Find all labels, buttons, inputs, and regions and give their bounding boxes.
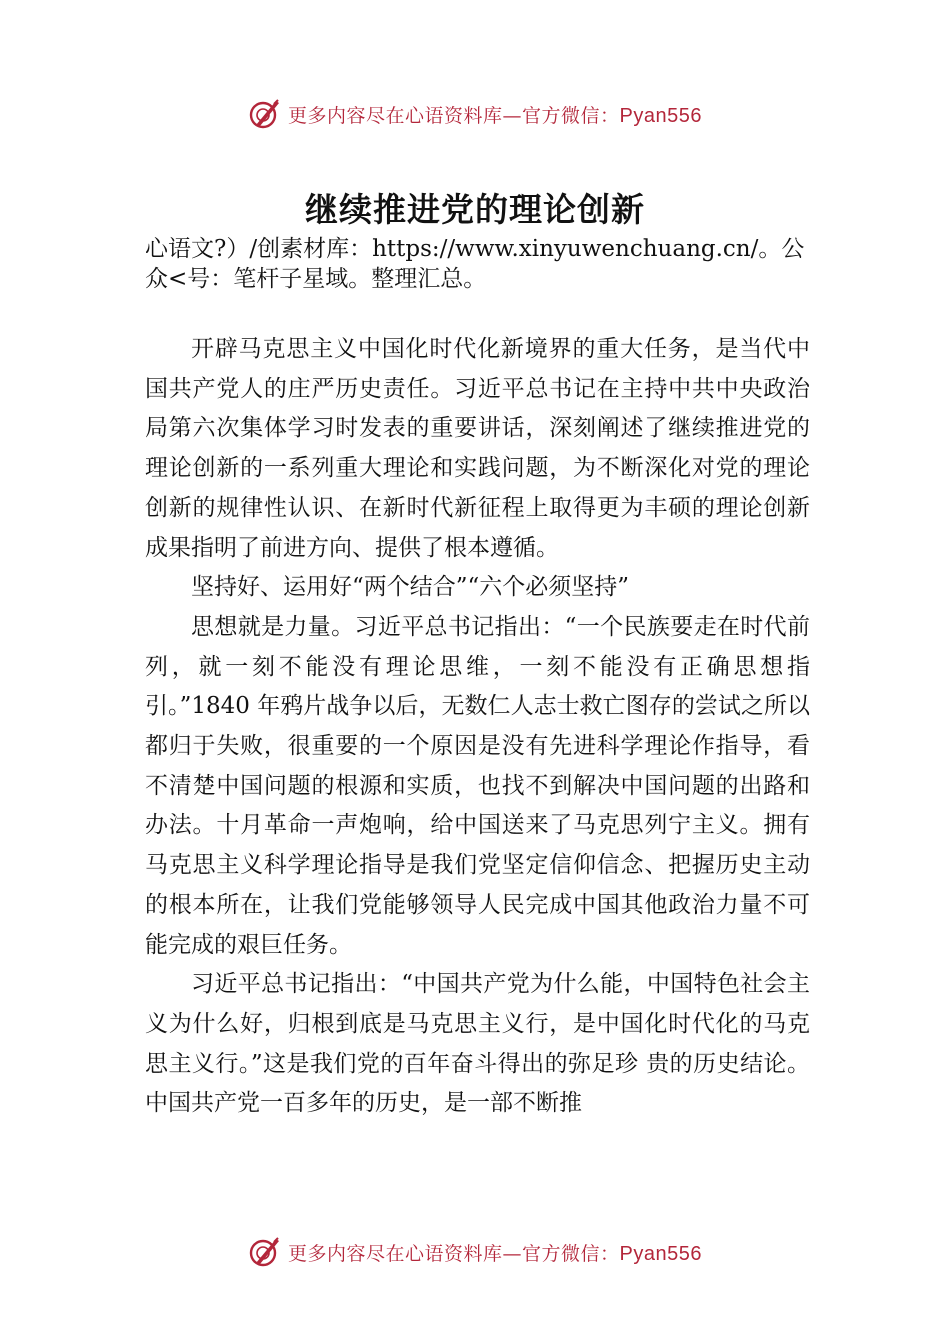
paragraph-3: 习近平总书记指出：“中国共产党为什么能，中国特色社会主义为什么好，归根到底是马克思主义行，是中国化时代化的马克思主义行。”这是我们党的百年奋斗得出的弥足珍 贵的历史结论。中国共产党一百多年的历史，是一部不断推: [145, 971, 810, 1117]
document-title: 继续推进党的理论创新: [305, 190, 645, 229]
section-heading: 坚持好、运用好“两个结合”“六个必须坚持”: [191, 574, 630, 601]
header-banner: [0, 94, 950, 134]
paragraph-2: 思想就是力量。习近平总书记指出：“一个民族要走在时代前列，就一刻不能没有理论思维，一刻不能没有正确思想指引。”1840 年鸦片战争以后，无数仁人志士救亡图存的尝试之所以都归于失败，很重要的一个原因是没有先进科学理论作指导，看不清楚中国问题的根源和实质，也找不到解决中国问题的出路和办法。十月革命一声炮响，给中国送来了马克思列宁主义。拥有马克思主义科学理论指导是我们党坚定信仰信念、把握历史主动的根本所在，让我们党能够领导人民完成中国其他政治力量不可能完成的艰巨任务。: [145, 613, 810, 958]
banner-text: 更多内容尽在心语资料库—官方微信：Pyan556: [288, 104, 702, 127]
wechat-id: Pyan556: [619, 1242, 702, 1265]
quill-logo-icon: [248, 97, 282, 131]
footer-banner: [0, 1232, 950, 1272]
banner-text: 更多内容尽在心语资料库—官方微信：Pyan556: [288, 1242, 702, 1265]
quill-logo-icon: [248, 1235, 282, 1269]
wechat-id: Pyan556: [619, 104, 702, 127]
article-body: [145, 330, 810, 1124]
paragraph-1: 开辟马克思主义中国化时代化新境界的重大任务，是当代中国共产党人的庄严历史责任。习近平总书记在主持中共中央政治局第六次集体学习时发表的重要讲话，深刻阐述了继续推进党的理论创新的一系列重大理论和实践问题，为不断深化对党的理论创新的规律性认识、在新时代新征程上取得更为丰硕的理论创新成果指明了前进方向、提供了根本遵循。: [145, 336, 810, 561]
source-note: 心语文?）/创素材库：https://www.xinyuwenchuang.cn/。公众<号：笔杆子星域。整理汇总。: [145, 236, 805, 292]
